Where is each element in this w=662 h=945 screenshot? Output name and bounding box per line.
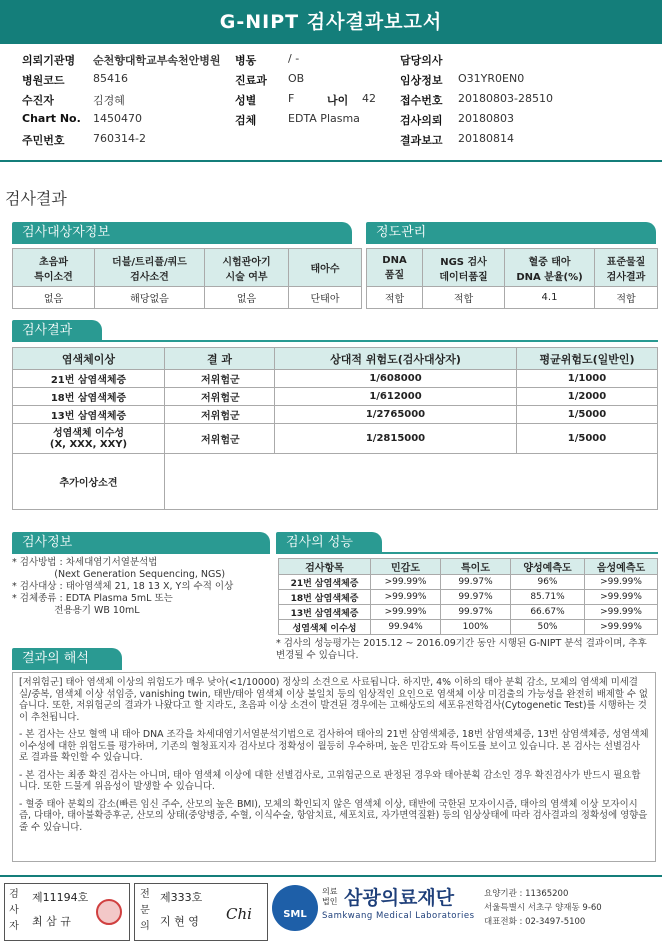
perf-cell: 96% <box>511 575 585 590</box>
org-name: 삼광의료재단 <box>344 887 455 909</box>
value-department: OB <box>288 72 305 85</box>
qc-header: 혈중 태아 DNA 분율(%) <box>505 249 595 287</box>
value-institution: 순천향대학교부속천안병원 <box>93 54 221 67</box>
test-info-line: * 검사방법 : 차세대염기서열분석법 <box>12 557 158 568</box>
org-phone: 대표전화 : 02-3497-5100 <box>484 917 586 927</box>
result-avg: 1/2000 <box>517 388 658 406</box>
perf-header: 양성예측도 <box>511 559 585 575</box>
result-avg: 1/5000 <box>517 424 658 454</box>
subject-value: 단태아 <box>289 287 362 309</box>
perf-header: 민감도 <box>371 559 441 575</box>
value-resident-no: 760314-2 <box>93 132 146 145</box>
label-hospital-code: 병원코드 <box>22 74 65 87</box>
qc-value: 적합 <box>423 287 505 309</box>
performance-tab: 검사의 성능 <box>276 532 382 554</box>
qc-header: 표준물질 검사결과 <box>595 249 658 287</box>
result-avg: 1/1000 <box>517 370 658 388</box>
qc-value: 적합 <box>367 287 423 309</box>
extra-label: 추가이상소견 <box>13 454 165 510</box>
result-risk: 1/2815000 <box>275 424 517 454</box>
result-risk: 1/2765000 <box>275 406 517 424</box>
org-contact <box>484 887 602 929</box>
label-request-date: 검사의뢰 <box>400 114 443 127</box>
subject-value: 없음 <box>205 287 289 309</box>
performance-table <box>278 558 658 635</box>
result-name: 13번 삼염색체증 <box>13 406 165 424</box>
label-institution: 의뢰기관명 <box>22 54 76 67</box>
result-value: 저위험군 <box>165 370 275 388</box>
value-patient: 김경혜 <box>93 94 125 107</box>
interpretation-paragraph: [저위험군] 태아 염색체 이상의 위험도가 매우 낮아(<1/10000) 정상의 소견으로 사료됩니다. 하지만, 4% 이하의 태아 분획 감소, 모체의 염색체 미세결실/중복, 염색체 이상 섞임증, vanishing twin, 태반/태아 염색체 이상 불일치 등의 임상적인 요인으로 염색체 이상 미검출의 가능성을 완전히 배제할 수 없습니다. 또한, 저위험군의 결과가 나왔다고 할 지라도, 초음파 이상 소견이 발견된 경우에는 고해상도의 세포유전학검사(Cytogenetic Test)를 시행하는 것이 추천됩니다. <box>19 677 648 723</box>
result-name: 18번 삼염색체증 <box>13 388 165 406</box>
result-value: 저위험군 <box>165 424 275 454</box>
specialist-label: 전문의 <box>140 889 150 932</box>
test-info-tab: 검사정보 <box>12 532 270 554</box>
test-info-line: * 검체종류 : EDTA Plasma 5mL 또는 <box>12 593 173 604</box>
info-row <box>0 132 662 152</box>
performance-tab-line <box>276 552 658 554</box>
test-info-line: 전용용기 WB 10mL <box>12 605 140 616</box>
label-sex: 성별 <box>235 94 257 107</box>
signature-icon: Chi <box>226 905 252 923</box>
perf-row <box>279 620 658 635</box>
label-chart-no: Chart No. <box>22 112 81 125</box>
interpretation-tab: 결과의 해석 <box>12 648 122 670</box>
test-info-text <box>12 557 274 617</box>
value-sex: F <box>288 92 295 105</box>
result-name: 성염색체 이수성 (X, XXX, XXY) <box>13 424 165 454</box>
subject-value: 해당없음 <box>95 287 205 309</box>
examiner-label: 검사자 <box>9 889 19 932</box>
perf-cell: 99.97% <box>441 605 511 620</box>
sml-logo-icon: SML <box>272 885 318 931</box>
test-info-line: * 검사대상 : 태아염색체 21, 18 13 X, Y의 수적 이상 <box>12 581 234 592</box>
interpretation-box <box>12 672 656 862</box>
label-resident-no: 주민번호 <box>22 134 65 147</box>
subject-table <box>12 248 362 309</box>
perf-row <box>279 575 658 590</box>
perf-header: 특이도 <box>441 559 511 575</box>
footer <box>0 875 662 945</box>
info-row <box>0 52 662 72</box>
subject-header: 태아수 <box>289 249 362 287</box>
info-row <box>0 112 662 132</box>
perf-header: 검사항목 <box>279 559 371 575</box>
result-value: 저위험군 <box>165 388 275 406</box>
qc-value: 4.1 <box>505 287 595 309</box>
qc-header: DNA 품질 <box>367 249 423 287</box>
perf-cell: >99.99% <box>585 590 658 605</box>
subject-tab: 검사대상자정보 <box>12 222 352 244</box>
perf-cell: >99.99% <box>585 620 658 635</box>
label-patient: 수진자 <box>22 94 54 107</box>
label-report-date: 결과보고 <box>400 134 443 147</box>
perf-cell: >99.99% <box>585 575 658 590</box>
label-department: 진료과 <box>235 74 267 87</box>
perf-cell: >99.99% <box>371 590 441 605</box>
value-hospital-code: 85416 <box>93 72 128 85</box>
perf-cell: 99.97% <box>441 575 511 590</box>
perf-cell: >99.99% <box>371 575 441 590</box>
qc-table <box>366 248 658 309</box>
result-row <box>13 370 658 388</box>
results-header: 염색체이상 <box>13 348 165 370</box>
org-code: 요양기관 : 11365200 <box>484 889 569 899</box>
extra-value <box>165 454 658 510</box>
results-table <box>12 347 658 510</box>
value-request-date: 20180803 <box>458 112 514 125</box>
result-risk: 1/608000 <box>275 370 517 388</box>
results-tab-line <box>12 340 658 342</box>
perf-cell: >99.99% <box>585 605 658 620</box>
label-specimen: 검체 <box>235 114 257 127</box>
perf-cell: 85.71% <box>511 590 585 605</box>
perf-cell: 66.67% <box>511 605 585 620</box>
results-tab: 검사결과 <box>12 320 102 342</box>
specialist-license: 제333호 <box>160 891 203 904</box>
info-row <box>0 92 662 112</box>
results-header: 결 과 <box>165 348 275 370</box>
qc-header: NGS 검사 데이터품질 <box>423 249 505 287</box>
label-age: 나이 <box>327 94 349 107</box>
org-en: Samkwang Medical Laboratories <box>322 911 475 921</box>
value-age: 42 <box>362 92 376 105</box>
perf-cell: 21번 삼염색체증 <box>279 575 371 590</box>
perf-row <box>279 605 658 620</box>
perf-cell: 13번 삼염색체증 <box>279 605 371 620</box>
interpretation-paragraph: - 본 검사는 산모 혈액 내 태아 DNA 조각을 차세대염기서열분석기법으로 검사하여 태아의 21번 삼염색체증, 18번 삼염색체증, 13번 삼염색체증, 성염색체 이수성에 대한 위험도를 평가하며, 기존의 혈청표지자 검사보다 정확성이 월등히 우수하며, 높은 민감도와 특이도를 보이고 있습니다. 본 검사는 선별검사로 결과를 확인할 수 있습니다. <box>19 729 649 763</box>
value-ward: / - <box>288 52 300 65</box>
label-clinical-info: 임상정보 <box>400 74 443 87</box>
result-risk: 1/612000 <box>275 388 517 406</box>
qc-value: 적합 <box>595 287 658 309</box>
result-row <box>13 424 658 454</box>
examiner-name: 최 삼 규 <box>32 915 71 928</box>
divider <box>0 160 662 162</box>
perf-row <box>279 590 658 605</box>
value-receipt-no: 20180803-28510 <box>458 92 553 105</box>
subject-header: 초음파 특이소견 <box>13 249 95 287</box>
value-chart-no: 1450470 <box>93 112 142 125</box>
info-row <box>0 72 662 92</box>
specialist-name: 지 현 영 <box>160 915 199 928</box>
stamp-icon <box>96 899 122 925</box>
perf-cell: 99.97% <box>441 590 511 605</box>
result-row <box>13 388 658 406</box>
result-value: 저위험군 <box>165 406 275 424</box>
subject-header: 시험관아기 시술 여부 <box>205 249 289 287</box>
results-header: 상대적 위험도(검사대상자) <box>275 348 517 370</box>
perf-cell: 100% <box>441 620 511 635</box>
org-address: 서울특별시 서초구 양재동 9-60 <box>484 903 602 913</box>
examiner-license: 제11194호 <box>32 891 89 904</box>
qc-tab: 정도관리 <box>366 222 656 244</box>
subject-header: 더블/트리플/쿼드 검사소견 <box>95 249 205 287</box>
interpretation-paragraph: - 본 검사는 최종 확진 검사는 아니며, 태아 염색체 이상에 대한 선별검사로, 고위험군으로 판정된 경우와 태아분획 감소인 경우 확진검사가 반드시 필요합니다. 또한 드물게 위음성이 발생할 수 있습니다. <box>19 769 641 792</box>
label-ward: 병동 <box>235 54 257 67</box>
section-title: 검사결과 <box>5 189 67 208</box>
test-info-line: (Next Generation Sequencing, NGS) <box>12 569 226 580</box>
patient-info <box>0 52 662 152</box>
result-row <box>13 406 658 424</box>
interpretation-paragraph: - 혈중 태아 분획의 감소(빠른 임신 주수, 산모의 높은 BMI), 모체의 확인되지 않은 염색체 이상, 태반에 국한된 모자이시즘, 태아의 염색체 이상 모자이시즘, 다태아, 태아불확증후군, 산모의 상태(중앙병증, 수혈, 이식수술, 항암치료, 세포치료, 자가면역질환) 등의 임상상태에 따라 검사결과의 정확성에 영향을 줄 수 있습니다. <box>19 798 648 833</box>
perf-cell: >99.99% <box>371 605 441 620</box>
label-receipt-no: 접수번호 <box>400 94 443 107</box>
label-doctor: 담당의사 <box>400 54 443 67</box>
perf-cell: 50% <box>511 620 585 635</box>
perf-cell: 성염색체 이수성 <box>279 620 371 635</box>
value-specimen: EDTA Plasma <box>288 112 360 125</box>
perf-header: 음성예측도 <box>585 559 658 575</box>
org-prefix: 의료 법인 <box>322 887 338 906</box>
result-avg: 1/5000 <box>517 406 658 424</box>
results-header: 평균위험도(일반인) <box>517 348 658 370</box>
performance-note: * 검사의 성능평가는 2015.12 ~ 2016.09기간 동안 시행된 G-NIPT 분석 결과이며, 추후 변경될 수 있습니다. <box>276 638 647 661</box>
subject-value: 없음 <box>13 287 95 309</box>
value-report-date: 20180814 <box>458 132 514 145</box>
perf-cell: 99.94% <box>371 620 441 635</box>
result-name: 21번 삼염색체증 <box>13 370 165 388</box>
perf-cell: 18번 삼염색체증 <box>279 590 371 605</box>
value-clinical-info: O31YR0EN0 <box>458 72 525 85</box>
report-title: G-NIPT 검사결과보고서 <box>0 0 662 44</box>
